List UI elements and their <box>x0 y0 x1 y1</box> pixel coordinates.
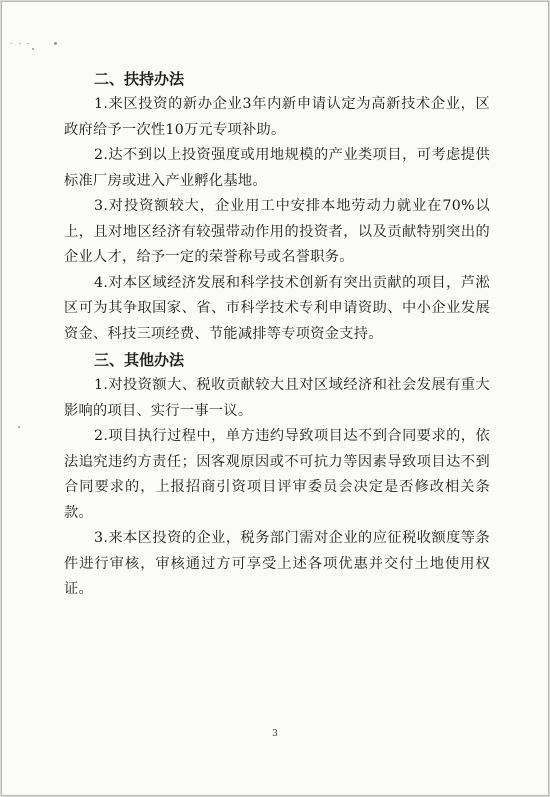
paragraph: 3.来本区投资的企业，税务部门需对企业的应征税收额度等条件进行审核，审核通过方可享受上述各项优惠并交付土地使用权证。 <box>64 530 490 597</box>
paragraph: 1.对投资额大、税收贡献较大且对区域经济和社会发展有重大影响的项目、实行一事一议。 <box>64 377 490 419</box>
section-heading-support: 二、扶持办法 <box>94 70 185 88</box>
paragraph: 1.来区投资的新办企业3年内新申请认定为高新技术企业，区政府给予一次性10万元专项补助。 <box>64 96 490 138</box>
document-body <box>64 66 490 603</box>
scan-speck <box>18 426 20 428</box>
paragraph: 4.对本区域经济发展和科学技术创新有突出贡献的项目，芦淞区可为其争取国家、省、市科学技术专利申请资助、中小企业发展资金、科技三项经费、节能减排等专项资金支持。 <box>64 274 490 342</box>
scan-speck <box>32 48 34 50</box>
section-heading-other: 三、其他办法 <box>94 351 185 369</box>
page-number: 3 <box>272 729 278 739</box>
scan-margin-mark: · · · <box>10 40 32 48</box>
paragraph: 3.对投资额较大，企业用工中安排本地劳动力就业在70%以上，且对地区经济有较强带动作用的投资者，以及贡献特别突出的企业人才，给予一定的荣誉称号或名誉职务。 <box>64 198 490 265</box>
paragraph: 2.达不到以上投资强度或用地规模的产业类项目，可考虑提供标准厂房或进入产业孵化基地。 <box>64 147 490 189</box>
scan-speck <box>54 42 57 45</box>
document-page <box>1 1 549 796</box>
paragraph: 2.项目执行过程中，单方违约导致项目达不到合同要求的，依法追究违约方责任；因客观原因或不可抗力等因素导致项目达不到合同要求的，上报招商引资项目评审委员会决定是否修改相关条款。 <box>64 428 490 521</box>
